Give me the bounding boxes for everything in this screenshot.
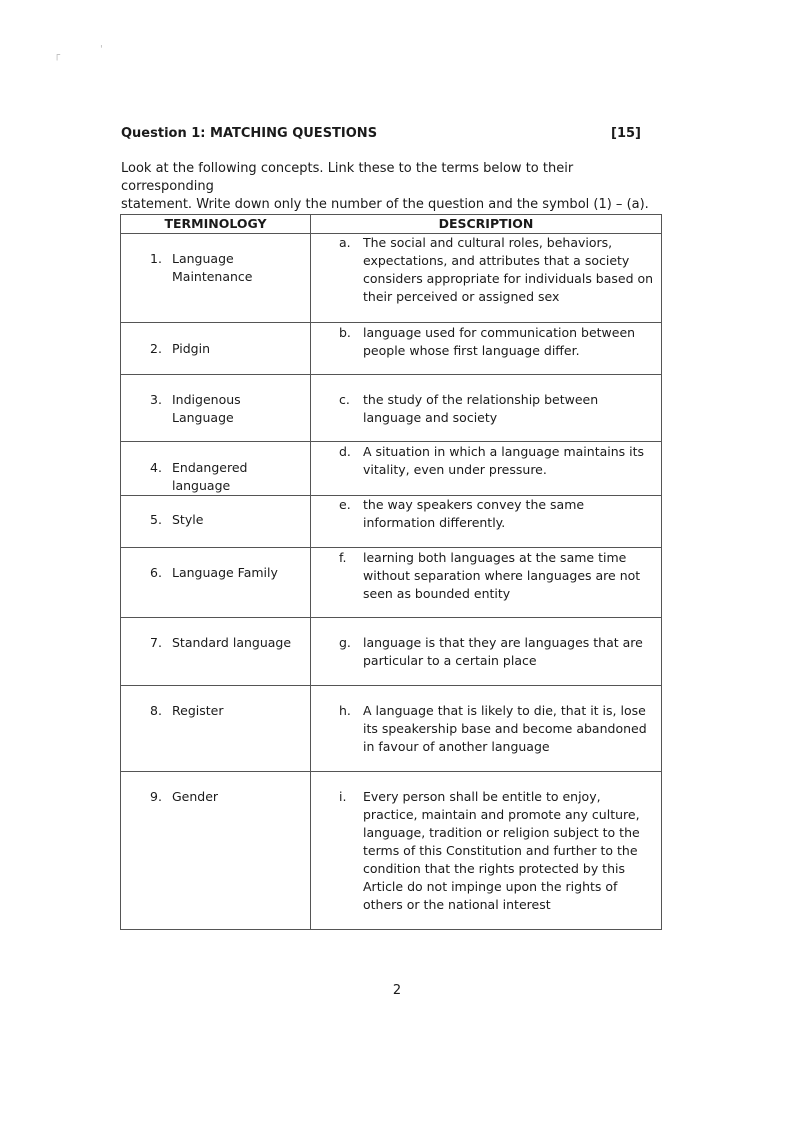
description-letter: a. [339,235,351,250]
term-number: 9. [150,789,162,804]
term-number: 5. [150,512,162,527]
table-row [121,618,662,686]
term-text: Pidgin [172,341,211,356]
description-letter: g. [339,635,351,650]
description-text: A language that is likely to die, that it is, lose its speakership base and become abandoned in favour of another language [363,703,647,754]
instructions-line-2: statement. Write down only the number of the question and the symbol (1) – (a). [121,197,649,212]
description-cell [311,496,662,548]
table-row [121,442,662,496]
term-number: 7. [150,635,162,650]
table-row [121,548,662,618]
description-text: A situation in which a language maintains its vitality, even under pressure. [363,444,645,477]
table-row [121,375,662,442]
term-cell [121,686,311,772]
term-cell [121,618,311,686]
description-letter: h. [339,703,351,718]
description-cell [311,375,662,442]
table-row [121,772,662,930]
term-number: 1. [150,251,162,266]
term-text: Language Maintenance [172,251,253,284]
matching-table [120,214,662,930]
term-number: 8. [150,703,162,718]
page-number: 2 [392,983,402,998]
description-letter: f. [339,550,347,565]
instructions [121,160,661,214]
description-cell [311,548,662,618]
description-letter: b. [339,325,351,340]
description-letter: e. [339,497,351,512]
description-text: language used for communication between people whose first language differ. [363,325,636,358]
description-text: the way speakers convey the same information differently. [363,497,585,530]
description-cell [311,772,662,930]
term-cell [121,375,311,442]
scan-corner-mark: ┌ [54,50,61,61]
description-text: The social and cultural roles, behaviors, expectations, and attributes that a society considers appropriate for individuals based on their perceived or assigned sex [363,235,654,304]
term-text: Style [172,512,204,527]
description-cell [311,323,662,375]
term-cell [121,323,311,375]
table-row [121,496,662,548]
instructions-line-1: Look at the following concepts. Link these to the terms below to their corresponding [121,161,574,194]
term-text: Endangered language [172,460,248,493]
scan-dot-mark: ' [100,44,103,55]
description-cell [311,686,662,772]
term-cell [121,442,311,496]
description-cell [311,234,662,323]
description-letter: c. [339,392,350,407]
description-text: language is that they are languages that are particular to a certain place [363,635,643,668]
question-title: Question 1: MATCHING QUESTIONS [121,126,378,141]
term-text: Gender [172,789,219,804]
term-text: Register [172,703,224,718]
column-header-terminology: TERMINOLOGY [121,215,311,234]
description-letter: d. [339,444,351,459]
term-number: 6. [150,565,162,580]
term-number: 2. [150,341,162,356]
table-row [121,686,662,772]
term-number: 4. [150,460,162,475]
term-cell [121,548,311,618]
question-marks: [15] [611,126,641,141]
term-text: Standard language [172,635,292,650]
table-row [121,234,662,323]
description-cell [311,618,662,686]
column-header-description: DESCRIPTION [311,215,662,234]
table-row [121,323,662,375]
term-cell [121,772,311,930]
description-text: the study of the relationship between language and society [363,392,599,425]
description-text: learning both languages at the same time without separation where languages are not seen as bounded entity [363,550,641,601]
question-header [121,126,641,141]
table-header-row [121,215,662,234]
term-number: 3. [150,392,162,407]
description-letter: i. [339,789,347,804]
term-cell [121,234,311,323]
term-text: Language Family [172,565,278,580]
term-text: Indigenous Language [172,392,241,425]
term-cell [121,496,311,548]
description-cell [311,442,662,496]
description-text: Every person shall be entitle to enjoy, practice, maintain and promote any culture, language, tradition or religion subject to the terms of this Constitution and further to the condition that the rights protected by this Article do not impinge upon the rights of others or the national interest [363,789,640,912]
